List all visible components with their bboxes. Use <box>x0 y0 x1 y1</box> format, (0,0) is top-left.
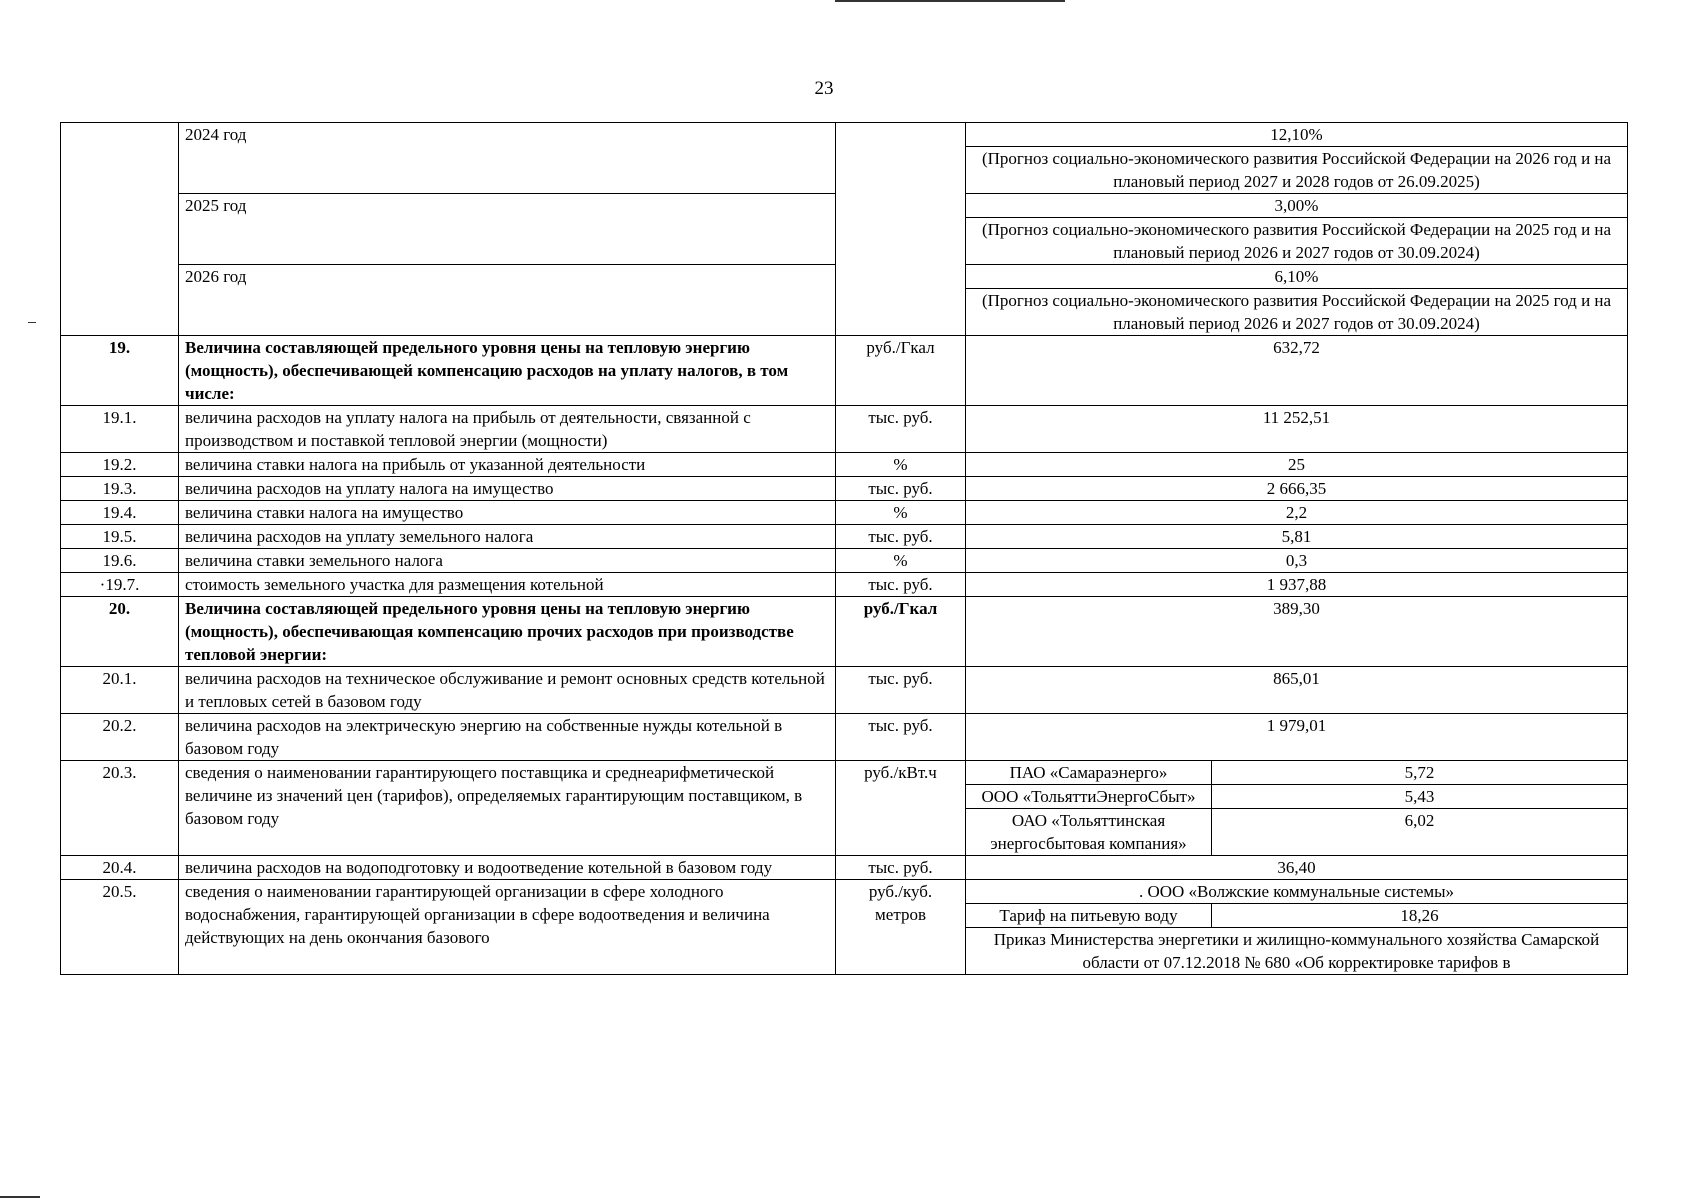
supplier-name: ОАО «Тольяттинская энергосбытовая компания» <box>966 809 1212 856</box>
order-reference: Приказ Министерства энергетики и жилищно-коммунального хозяйства Самарской области от 07.12.2018 № 680 «Об корректировке тарифов в <box>966 928 1628 975</box>
row-unit: тыс. руб. <box>836 667 966 714</box>
scan-edge-mark-left <box>28 322 36 323</box>
table-row <box>61 667 1628 714</box>
water-org-name: . ООО «Волжские коммунальные системы» <box>966 880 1628 904</box>
tariff-label: Тариф на питьевую воду <box>966 904 1212 928</box>
table-row <box>61 525 1628 549</box>
row-description: величина расходов на уплату налога на прибыль от деятельности, связанной с производством и поставкой тепловой энергии (мощности) <box>179 406 836 453</box>
year-source-2024: (Прогноз социально-экономического развития Российской Федерации на 2026 год и на плановый период 2027 и 2028 годов от 26.09.2025) <box>966 147 1628 194</box>
row-number: 20.3. <box>61 761 179 856</box>
table-row <box>61 477 1628 501</box>
row-value: 36,40 <box>966 856 1628 880</box>
row-unit: % <box>836 501 966 525</box>
tariff-value: 18,26 <box>1212 904 1628 928</box>
table-row <box>61 406 1628 453</box>
row-unit: руб./куб. метров <box>836 880 966 975</box>
year-value-2025: 3,00% <box>966 194 1628 218</box>
supplier-name: ПАО «Самараэнерго» <box>966 761 1212 785</box>
row-description: Величина составляющей предельного уровня цены на тепловую энергию (мощность), обеспечивающей компенсацию расходов на уплату налогов, в том числе: <box>179 336 836 406</box>
row-unit: руб./Гкал <box>836 336 966 406</box>
row-description: величина ставки земельного налога <box>179 549 836 573</box>
year-value-2026: 6,10% <box>966 265 1628 289</box>
row-number: 19.1. <box>61 406 179 453</box>
year-source-2026: (Прогноз социально-экономического развития Российской Федерации на 2025 год и на плановый период 2026 и 2027 годов от 30.09.2024) <box>966 289 1628 336</box>
empty-num-cell <box>61 123 179 336</box>
row-value: 632,72 <box>966 336 1628 406</box>
row-unit: % <box>836 549 966 573</box>
supplier-name: ООО «ТольяттиЭнергоСбыт» <box>966 785 1212 809</box>
table-row <box>61 573 1628 597</box>
year-label-2025: 2025 год <box>179 194 836 265</box>
supplier-value: 6,02 <box>1212 809 1628 856</box>
row-description: величина ставки налога на имущество <box>179 501 836 525</box>
row-description: сведения о наименовании гарантирующего поставщика и среднеарифметической величине из значений цен (тарифов), определяемых гарантирующим поставщиком, в базовом году <box>179 761 836 856</box>
table-row <box>61 880 1628 904</box>
row-value: 1 979,01 <box>966 714 1628 761</box>
supplier-value: 5,43 <box>1212 785 1628 809</box>
table-row <box>61 597 1628 667</box>
table-row <box>61 549 1628 573</box>
tariff-table <box>60 122 1628 975</box>
row-unit: тыс. руб. <box>836 856 966 880</box>
row-number: 19.6. <box>61 549 179 573</box>
row-number: 20.2. <box>61 714 179 761</box>
row-value: 0,3 <box>966 549 1628 573</box>
row-unit: тыс. руб. <box>836 714 966 761</box>
row-number: 19.3. <box>61 477 179 501</box>
table-row <box>61 501 1628 525</box>
row-unit: % <box>836 453 966 477</box>
row-unit: тыс. руб. <box>836 525 966 549</box>
year-label-2024: 2024 год <box>179 123 836 194</box>
row-value: 1 937,88 <box>966 573 1628 597</box>
row-value: 25 <box>966 453 1628 477</box>
row-value: 865,01 <box>966 667 1628 714</box>
year-row-2024-value <box>61 123 1628 147</box>
year-source-2025: (Прогноз социально-экономического развития Российской Федерации на 2025 год и на плановый период 2026 и 2027 годов от 30.09.2024) <box>966 218 1628 265</box>
row-description: величина расходов на техническое обслуживание и ремонт основных средств котельной и тепловых сетей в базовом году <box>179 667 836 714</box>
row-unit: тыс. руб. <box>836 406 966 453</box>
row-description: величина расходов на электрическую энергию на собственные нужды котельной в базовом году <box>179 714 836 761</box>
table-row <box>61 856 1628 880</box>
table-row <box>61 714 1628 761</box>
row-description: величина расходов на уплату земельного налога <box>179 525 836 549</box>
row-description: Величина составляющей предельного уровня цены на тепловую энергию (мощность), обеспечивающая компенсацию прочих расходов при производстве тепловой энергии: <box>179 597 836 667</box>
row-value: 2,2 <box>966 501 1628 525</box>
row-description: сведения о наименовании гарантирующей организации в сфере холодного водоснабжения, гарантирующей организации в сфере водоотведения и величина действующих на день окончания базового <box>179 880 836 975</box>
table-row <box>61 336 1628 406</box>
row-value: 5,81 <box>966 525 1628 549</box>
row-number: 19. <box>61 336 179 406</box>
row-description: величина расходов на уплату налога на имущество <box>179 477 836 501</box>
row-value: 389,30 <box>966 597 1628 667</box>
table-row <box>61 453 1628 477</box>
row-description: стоимость земельного участка для размещения котельной <box>179 573 836 597</box>
empty-unit-cell <box>836 123 966 336</box>
row-number: 19.2. <box>61 453 179 477</box>
row-number: 19.4. <box>61 501 179 525</box>
row-unit: тыс. руб. <box>836 573 966 597</box>
row-value: 2 666,35 <box>966 477 1628 501</box>
scan-edge-line-bottom <box>0 1196 40 1198</box>
row-unit: руб./кВт.ч <box>836 761 966 856</box>
row-number: 19.5. <box>61 525 179 549</box>
row-value: 11 252,51 <box>966 406 1628 453</box>
year-label-2026: 2026 год <box>179 265 836 336</box>
row-number: ·19.7. <box>61 573 179 597</box>
row-unit: руб./Гкал <box>836 597 966 667</box>
scan-edge-line-top <box>835 0 1065 2</box>
row-unit: тыс. руб. <box>836 477 966 501</box>
row-number: 20. <box>61 597 179 667</box>
row-number: 20.5. <box>61 880 179 975</box>
row-description: величина расходов на водоподготовку и водоотведение котельной в базовом году <box>179 856 836 880</box>
page-number: 23 <box>814 78 834 99</box>
supplier-value: 5,72 <box>1212 761 1628 785</box>
row-description: величина ставки налога на прибыль от указанной деятельности <box>179 453 836 477</box>
year-value-2024: 12,10% <box>966 123 1628 147</box>
table-row <box>61 761 1628 785</box>
row-number: 20.4. <box>61 856 179 880</box>
row-number: 20.1. <box>61 667 179 714</box>
